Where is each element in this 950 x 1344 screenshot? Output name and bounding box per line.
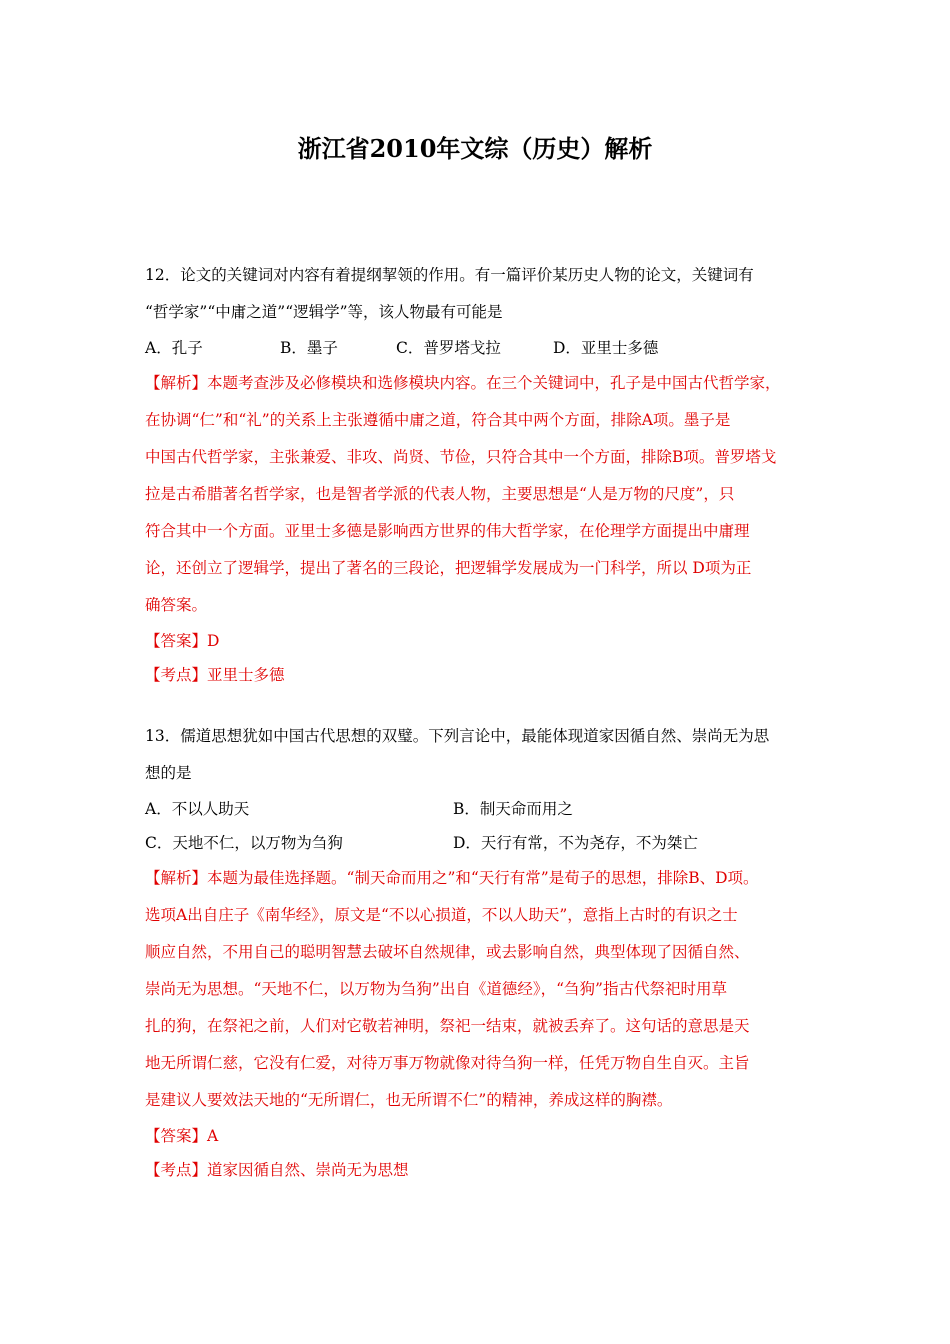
question-12 <box>145 257 813 692</box>
analysis-line: 崇尚无为思想。“天地不仁，以万物为刍狗”出自《道德经》，“刍狗”指古代祭祀时用草 <box>145 980 727 998</box>
point-tag: 【考点】 <box>145 666 208 684</box>
answer-line <box>145 1119 813 1153</box>
stem-line: “哲学家”“中庸之道”“逻辑学”等，该人物最有可能是 <box>145 303 503 321</box>
point-value: 亚里士多德 <box>207 666 285 684</box>
analysis-line: 确答案。 <box>145 596 208 614</box>
analysis-line: 是建议人要效法天地的“无所谓仁，也无所谓不仁”的精神，养成这样的胸襟。 <box>145 1091 673 1109</box>
option-a: A．孔子 <box>145 339 203 357</box>
answer-tag: 【答案】 <box>145 1127 208 1145</box>
option-c: C．天地不仁，以万物为刍狗 <box>145 834 343 852</box>
analysis-text: 本题为最佳选择题。“制天命而用之”和“天行有常”是荀子的思想，排除B、D项。 <box>207 869 759 887</box>
options-row <box>145 792 813 826</box>
point-line <box>145 658 813 692</box>
stem-line: 13．儒道思想犹如中国古代思想的双璧。下列言论中，最能体现道家因循自然、崇尚无为思 <box>145 727 770 745</box>
analysis-line <box>145 365 813 402</box>
analysis-line: 选项A出自庄子《南华经》，原文是“不以心损道，不以人助天”，意指上古时的有识之士 <box>145 906 738 924</box>
options-row <box>145 331 813 365</box>
answer-value: D <box>207 632 220 650</box>
analysis-line <box>145 860 813 897</box>
option-b: B．制天命而用之 <box>453 800 573 818</box>
option-d: D．天行有常，不为尧存，不为桀亡 <box>453 834 698 852</box>
options-row <box>145 826 813 860</box>
point-line <box>145 1153 813 1187</box>
analysis-line: 论，还创立了逻辑学，提出了著名的三段论，把逻辑学发展成为一门科学，所以 D项为正 <box>145 559 752 577</box>
point-tag: 【考点】 <box>145 1161 208 1179</box>
analysis-line: 在协调“仁”和“礼”的关系上主张遵循中庸之道，符合其中两个方面，排除A项。墨子是 <box>145 411 731 429</box>
stem-line: 想的是 <box>145 764 192 782</box>
option-b: B．墨子 <box>280 339 338 357</box>
analysis-block <box>145 365 813 624</box>
option-d: D．亚里士多德 <box>553 339 659 357</box>
page-title: 浙江省2010年文综（历史）解析 <box>297 134 653 163</box>
analysis-line: 扎的狗，在祭祀之前，人们对它敬若神明，祭祀一结束，就被丢弃了。这句话的意思是天 <box>145 1017 750 1035</box>
analysis-line: 顺应自然，不用自己的聪明智慧去破坏自然规律，或去影响自然，典型体现了因循自然、 <box>145 943 750 961</box>
analysis-line: 地无所谓仁慈，它没有仁爱，对待万事万物就像对待刍狗一样，任凭万物自生自灭。主旨 <box>145 1054 750 1072</box>
question-13 <box>145 718 813 1187</box>
analysis-line: 拉是古希腊著名哲学家，也是智者学派的代表人物，主要思想是“人是万物的尺度”，只 <box>145 485 735 503</box>
answer-line <box>145 624 813 658</box>
analysis-line: 符合其中一个方面。亚里士多德是影响西方世界的伟大哲学家，在伦理学方面提出中庸理 <box>145 522 750 540</box>
analysis-tag: 【解析】 <box>145 869 208 887</box>
answer-value: A <box>207 1127 219 1145</box>
question-stem <box>145 257 813 331</box>
analysis-tag: 【解析】 <box>145 374 208 392</box>
point-value: 道家因循自然、崇尚无为思想 <box>207 1161 409 1179</box>
analysis-text: 本题考查涉及必修模块和选修模块内容。在三个关键词中，孔子是中国古代哲学家， <box>207 374 781 392</box>
option-c: C．普罗塔戈拉 <box>396 339 501 357</box>
analysis-line: 中国古代哲学家，主张兼爱、非攻、尚贤、节俭，只符合其中一个方面，排除B项。普罗塔戈 <box>145 448 777 466</box>
analysis-block <box>145 860 813 1119</box>
question-stem <box>145 718 813 792</box>
answer-tag: 【答案】 <box>145 632 208 650</box>
stem-line: 12．论文的关键词对内容有着提纲挈领的作用。有一篇评价某历史人物的论文，关键词有 <box>145 266 754 284</box>
option-a: A．不以人助天 <box>145 800 250 818</box>
